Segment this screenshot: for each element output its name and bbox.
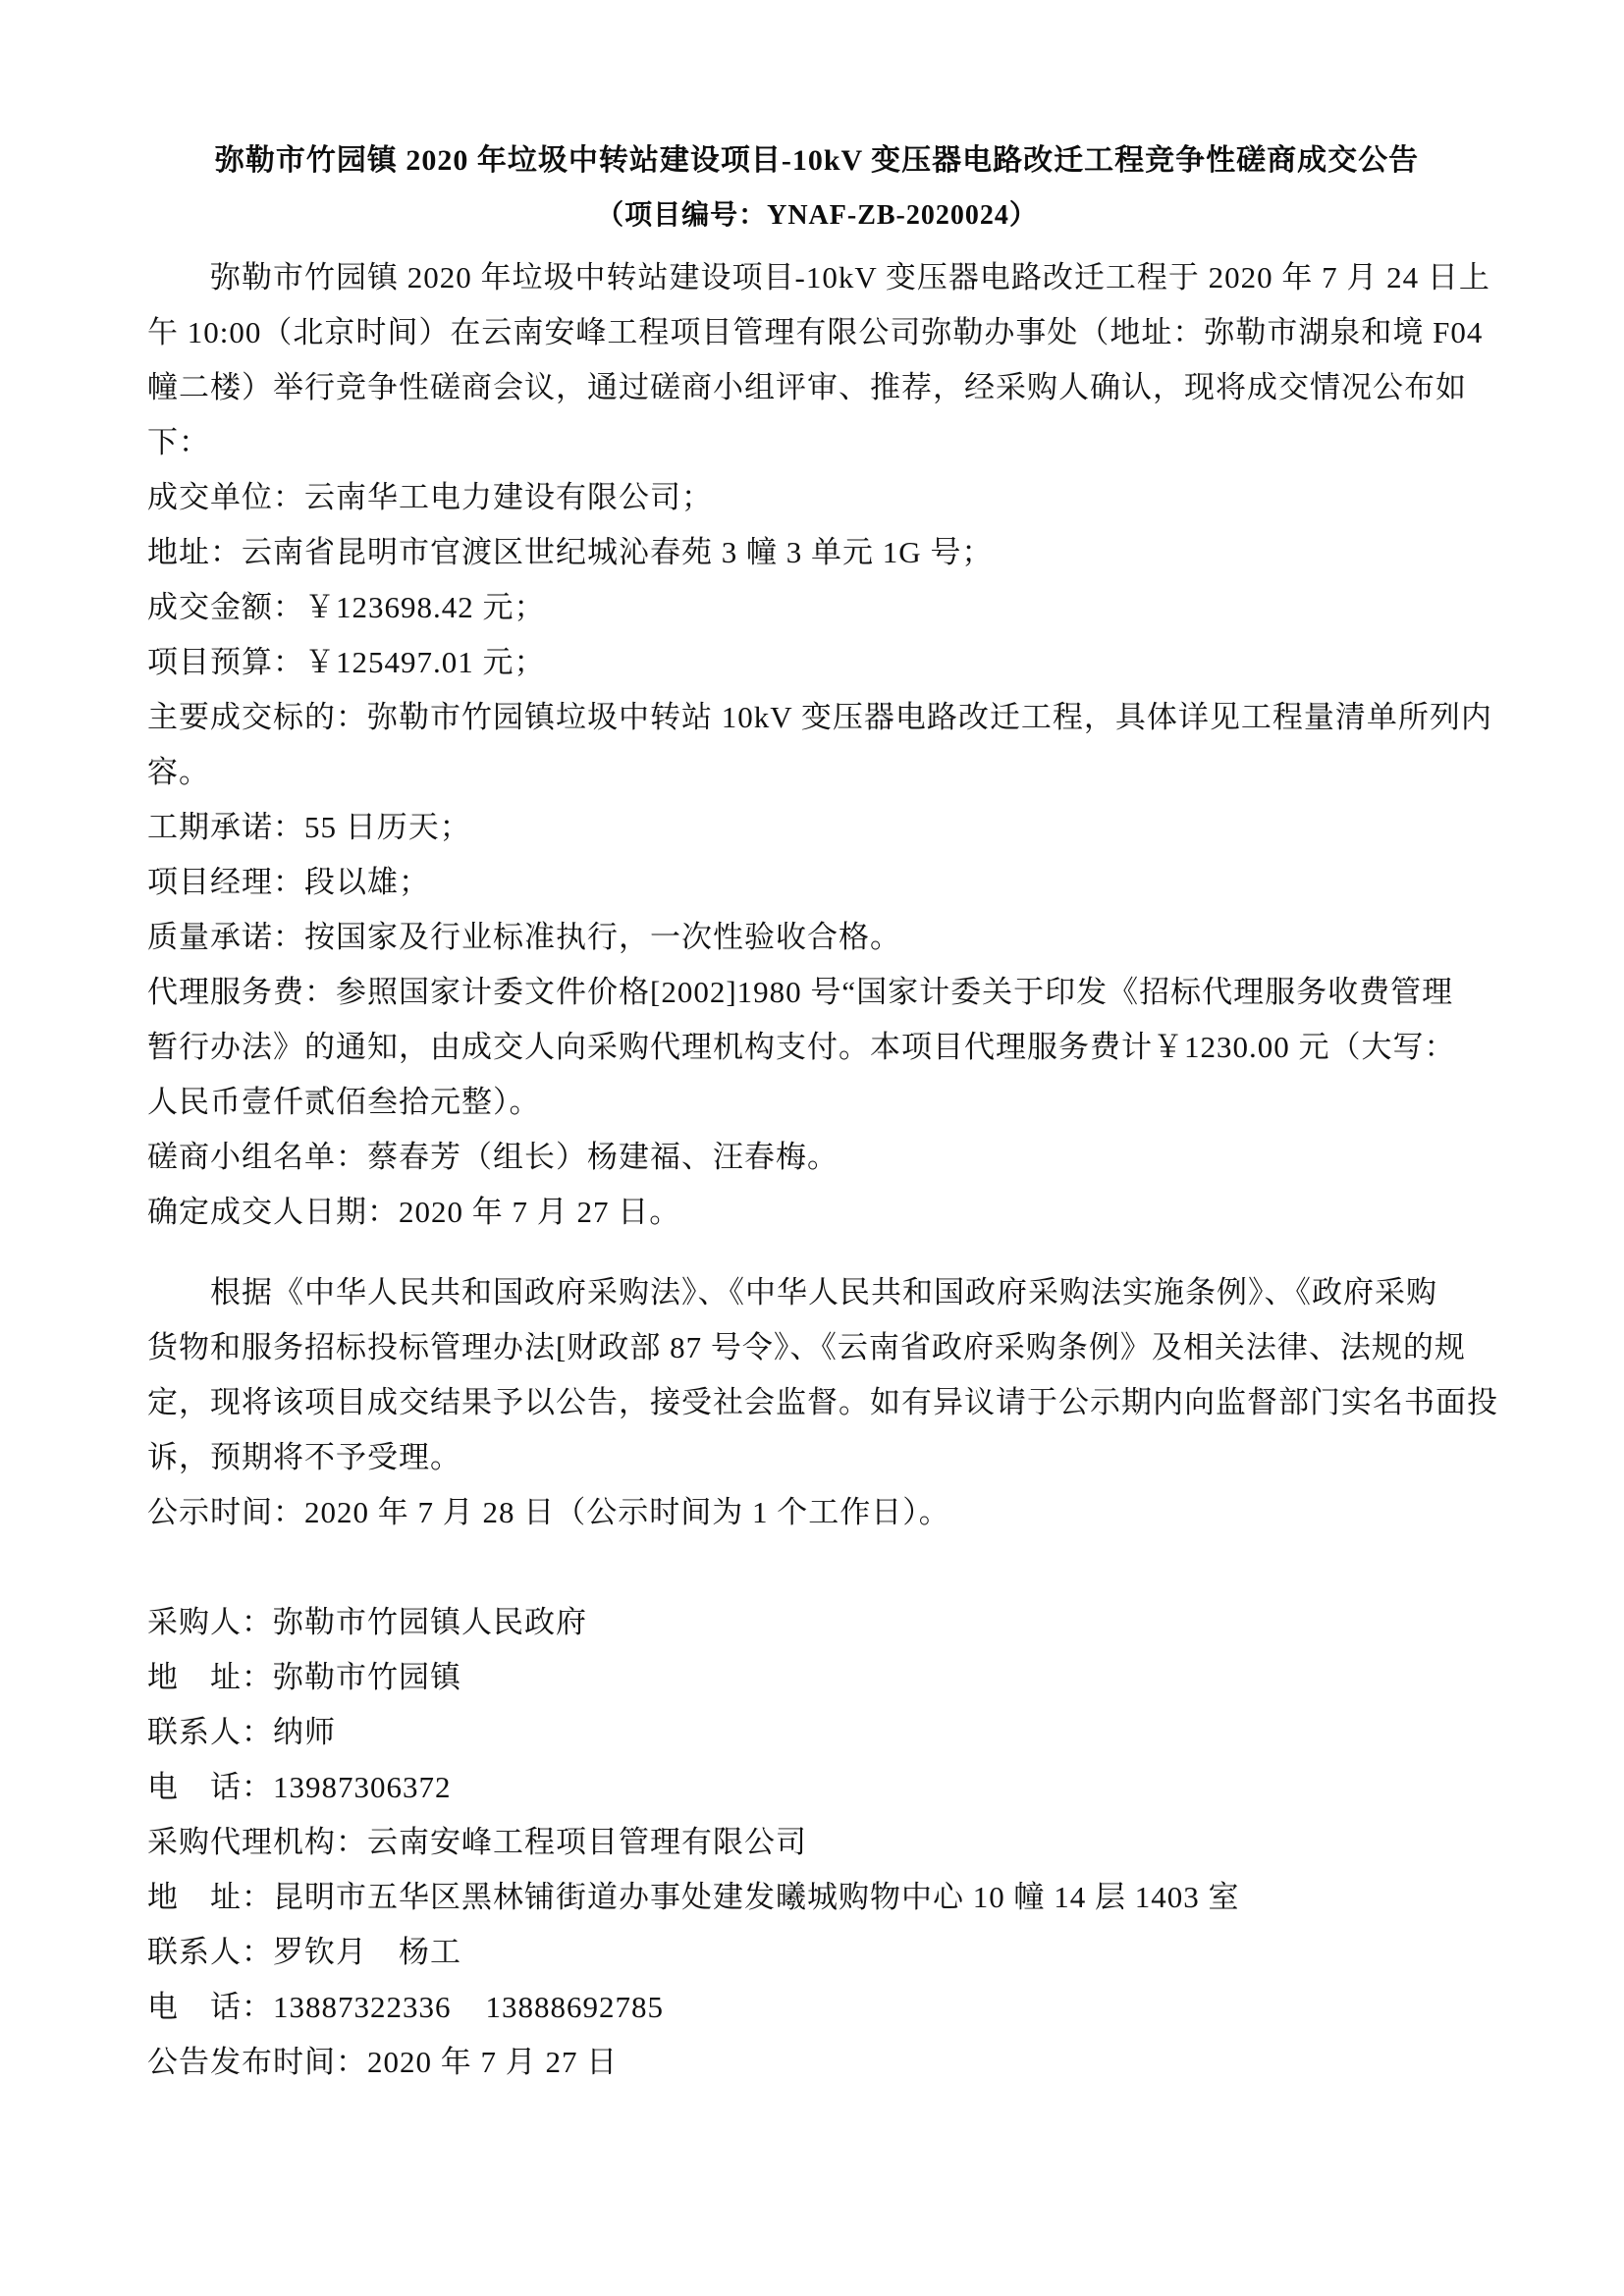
doc-line: 人民币壹仟贰佰叁拾元整）。 — [147, 1085, 541, 1119]
doc-line: 电 话：13887322336 13888692785 — [147, 1990, 664, 2024]
doc-line: 下： — [147, 425, 210, 459]
blank-line — [147, 1540, 1487, 1595]
doc-line: 确定成交人日期：2020 年 7 月 27 日。 — [147, 1195, 681, 1229]
doc-line: 采购人：弥勒市竹园镇人民政府 — [147, 1605, 587, 1639]
doc-line: 联系人：纳师 — [147, 1715, 336, 1749]
doc-line: 项目经理：段以雄； — [147, 865, 430, 899]
page-title: 弥勒市竹园镇 2020 年垃圾中转站建设项目-10kV 变压器电路改迁工程竞争性磋商成交公告 — [214, 144, 1420, 177]
doc-line: 主要成交标的：弥勒市竹园镇垃圾中转站 10kV 变压器电路改迁工程，具体详见工程量清单所列内 — [147, 700, 1492, 734]
doc-line: 公告发布时间：2020 年 7 月 27 日 — [147, 2045, 619, 2079]
doc-line: 地 址：弥勒市竹园镇 — [147, 1660, 461, 1694]
doc-line: 公示时间：2020 年 7 月 28 日（公示时间为 1 个工作日）。 — [147, 1495, 950, 1529]
doc-line: 成交单位：云南华工电力建设有限公司； — [147, 480, 713, 514]
doc-line: 地 址：昆明市五华区黑林铺街道办事处建发曦城购物中心 10 幢 14 层 1403 室 — [147, 1880, 1240, 1914]
doc-line: 项目预算：￥125497.01 元； — [147, 645, 546, 679]
project-number: （项目编号：YNAF-ZB-2020024） — [596, 200, 1038, 231]
doc-line: 磋商小组名单：蔡春芳（组长）杨建福、汪春梅。 — [147, 1140, 839, 1174]
doc-line: 定，现将该项目成交结果予以公告，接受社会监督。如有异议请于公示期内向监督部门实名书面投 — [147, 1385, 1498, 1419]
doc-line: 采购代理机构：云南安峰工程项目管理有限公司 — [147, 1825, 807, 1859]
doc-line: 暂行办法》的通知，由成交人向采购代理机构支付。本项目代理服务费计￥1230.00 元（大写： — [147, 1030, 1456, 1064]
doc-line: 代理服务费：参照国家计委文件价格[2002]1980 号“国家计委关于印发《招标代理服务收费管理 — [147, 975, 1454, 1009]
doc-line: 根据《中华人民共和国政府采购法》、《中华人民共和国政府采购法实施条例》、《政府采购 — [210, 1275, 1437, 1309]
doc-line: 工期承诺：55 日历天； — [147, 810, 471, 844]
doc-line: 质量承诺：按国家及行业标准执行，一次性验收合格。 — [147, 920, 901, 954]
doc-line: 联系人：罗钦月 杨工 — [147, 1935, 461, 1969]
doc-line: 午 10:00（北京时间）在云南安峰工程项目管理有限公司弥勒办事处（地址：弥勒市湖泉和境 F04 — [147, 315, 1484, 349]
document-body — [147, 250, 1498, 2090]
doc-line: 容。 — [147, 755, 210, 789]
doc-line: 货物和服务招标投标管理办法[财政部 87 号令》、《云南省政府采购条例》及相关法律、法规的规 — [147, 1330, 1466, 1364]
doc-line: 地址：云南省昆明市官渡区世纪城沁春苑 3 幢 3 单元 1G 号； — [147, 535, 994, 569]
doc-line: 成交金额：￥123698.42 元； — [147, 590, 546, 624]
doc-line: 弥勒市竹园镇 2020 年垃圾中转站建设项目-10kV 变压器电路改迁工程于 2020 年 7 月 24 日上 — [210, 260, 1490, 294]
doc-line: 诉，预期将不予受理。 — [147, 1440, 461, 1474]
doc-line: 幢二楼）举行竞争性磋商会议，通过磋商小组评审、推荐，经采购人确认，现将成交情况公布如 — [147, 370, 1467, 404]
doc-line: 电 话：13987306372 — [147, 1770, 452, 1804]
